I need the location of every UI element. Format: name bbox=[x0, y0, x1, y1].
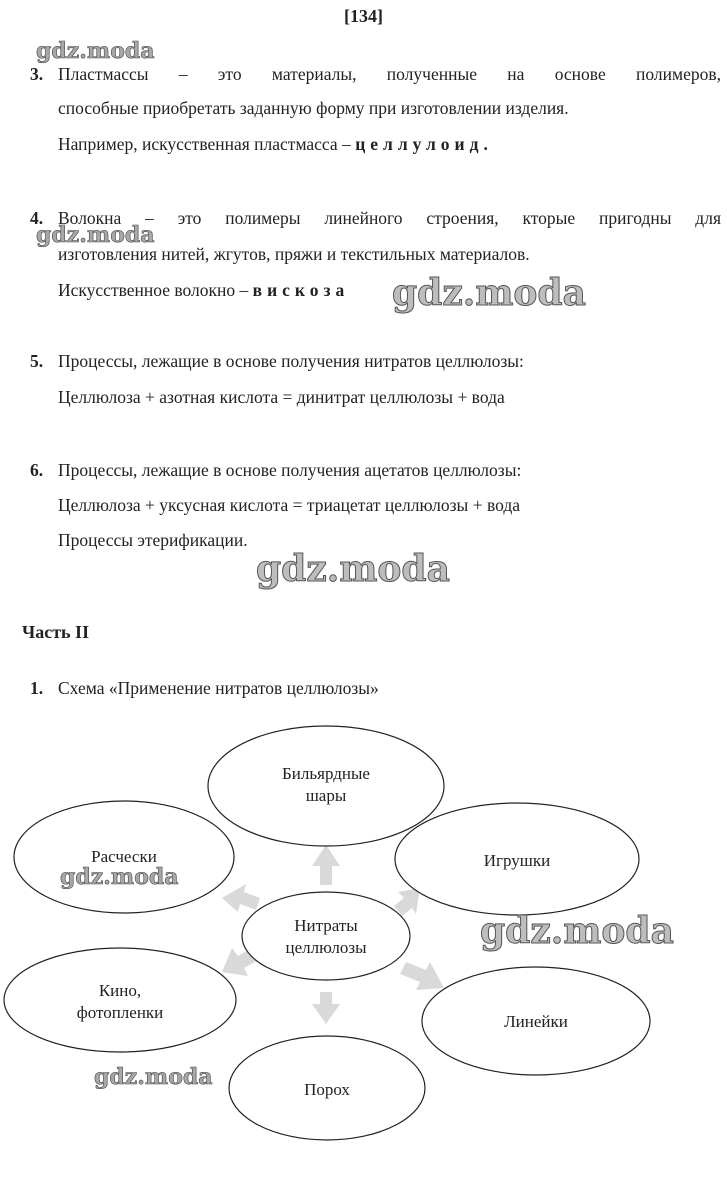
item-number: 4. bbox=[30, 208, 44, 228]
node-film-label-1: Кино, bbox=[98, 981, 142, 1000]
arrow-up bbox=[312, 845, 340, 885]
node-billiard-label-1: Бильярдные bbox=[282, 764, 370, 783]
node-center-nitrates bbox=[242, 892, 410, 980]
node-center-label-2: целлюлозы bbox=[285, 938, 367, 957]
item-text-line: Схема «Применение нитратов целлюлозы» bbox=[58, 678, 379, 698]
watermark: gdz.moda bbox=[480, 910, 674, 952]
watermark: gdz.moda bbox=[36, 38, 155, 64]
node-film bbox=[4, 948, 236, 1052]
item-text-line: Волокна – это полимеры линейного строения, кторые пригодны для bbox=[58, 208, 721, 228]
item-text-line: Процессы, лежащие в основе получения нитратов целлюлозы: bbox=[58, 351, 524, 371]
answer-word: целлулоид. bbox=[355, 134, 493, 154]
item-text-line: Процессы, лежащие в основе получения ацетатов целлюлозы: bbox=[58, 460, 522, 480]
item-number: 3. bbox=[30, 64, 44, 84]
answer-word: вискоза bbox=[252, 280, 350, 300]
item-text-line bbox=[58, 280, 349, 301]
watermark: gdz.moda bbox=[94, 1064, 213, 1090]
item-text-line: Пластмассы – это материалы, полученные на основе полимеров, bbox=[58, 64, 721, 84]
application-diagram bbox=[0, 720, 727, 1160]
sentence-prefix: Искусственное волокно – bbox=[58, 280, 249, 300]
arrow-upper-left bbox=[222, 884, 260, 912]
node-film-label-2: фотопленки bbox=[76, 1003, 164, 1022]
node-billiard-label-2: шары bbox=[305, 786, 347, 805]
section-title: Часть II bbox=[22, 622, 90, 642]
item-number: 1. bbox=[30, 678, 44, 698]
node-toys-label: Игрушки bbox=[483, 851, 551, 870]
item-number: 5. bbox=[30, 351, 44, 371]
page-number: [134] bbox=[344, 6, 383, 26]
item-text-line: Целлюлоза + азотная кислота = динитрат целлюлозы + вода bbox=[58, 387, 505, 407]
item-text-line: Процессы этерификации. bbox=[58, 530, 248, 550]
item-number: 6. bbox=[30, 460, 44, 480]
item-text-line: способные приобретать заданную форму при изготовлении изделия. bbox=[58, 98, 569, 118]
item-text-line bbox=[58, 134, 493, 155]
sentence-prefix: Например, искусственная пластмасса – bbox=[58, 134, 351, 154]
node-powder-label: Порох bbox=[304, 1080, 350, 1099]
node-combs-label: Расчески bbox=[91, 847, 157, 866]
node-center-label-1: Нитраты bbox=[294, 916, 358, 935]
item-text-line: изготовления нитей, жгутов, пряжи и текстильных материалов. bbox=[58, 244, 530, 264]
arrow-down bbox=[312, 992, 340, 1024]
item-text-line: Целлюлоза + уксусная кислота = триацетат целлюлозы + вода bbox=[58, 495, 520, 515]
watermark: gdz.moda bbox=[256, 548, 450, 590]
watermark: gdz.moda bbox=[36, 222, 155, 248]
arrow-lower-right bbox=[400, 962, 444, 990]
node-rulers-label: Линейки bbox=[504, 1012, 568, 1031]
arrow-upper-right bbox=[394, 888, 420, 916]
watermark: gdz.moda bbox=[60, 864, 179, 890]
watermark: gdz.moda bbox=[392, 272, 586, 314]
